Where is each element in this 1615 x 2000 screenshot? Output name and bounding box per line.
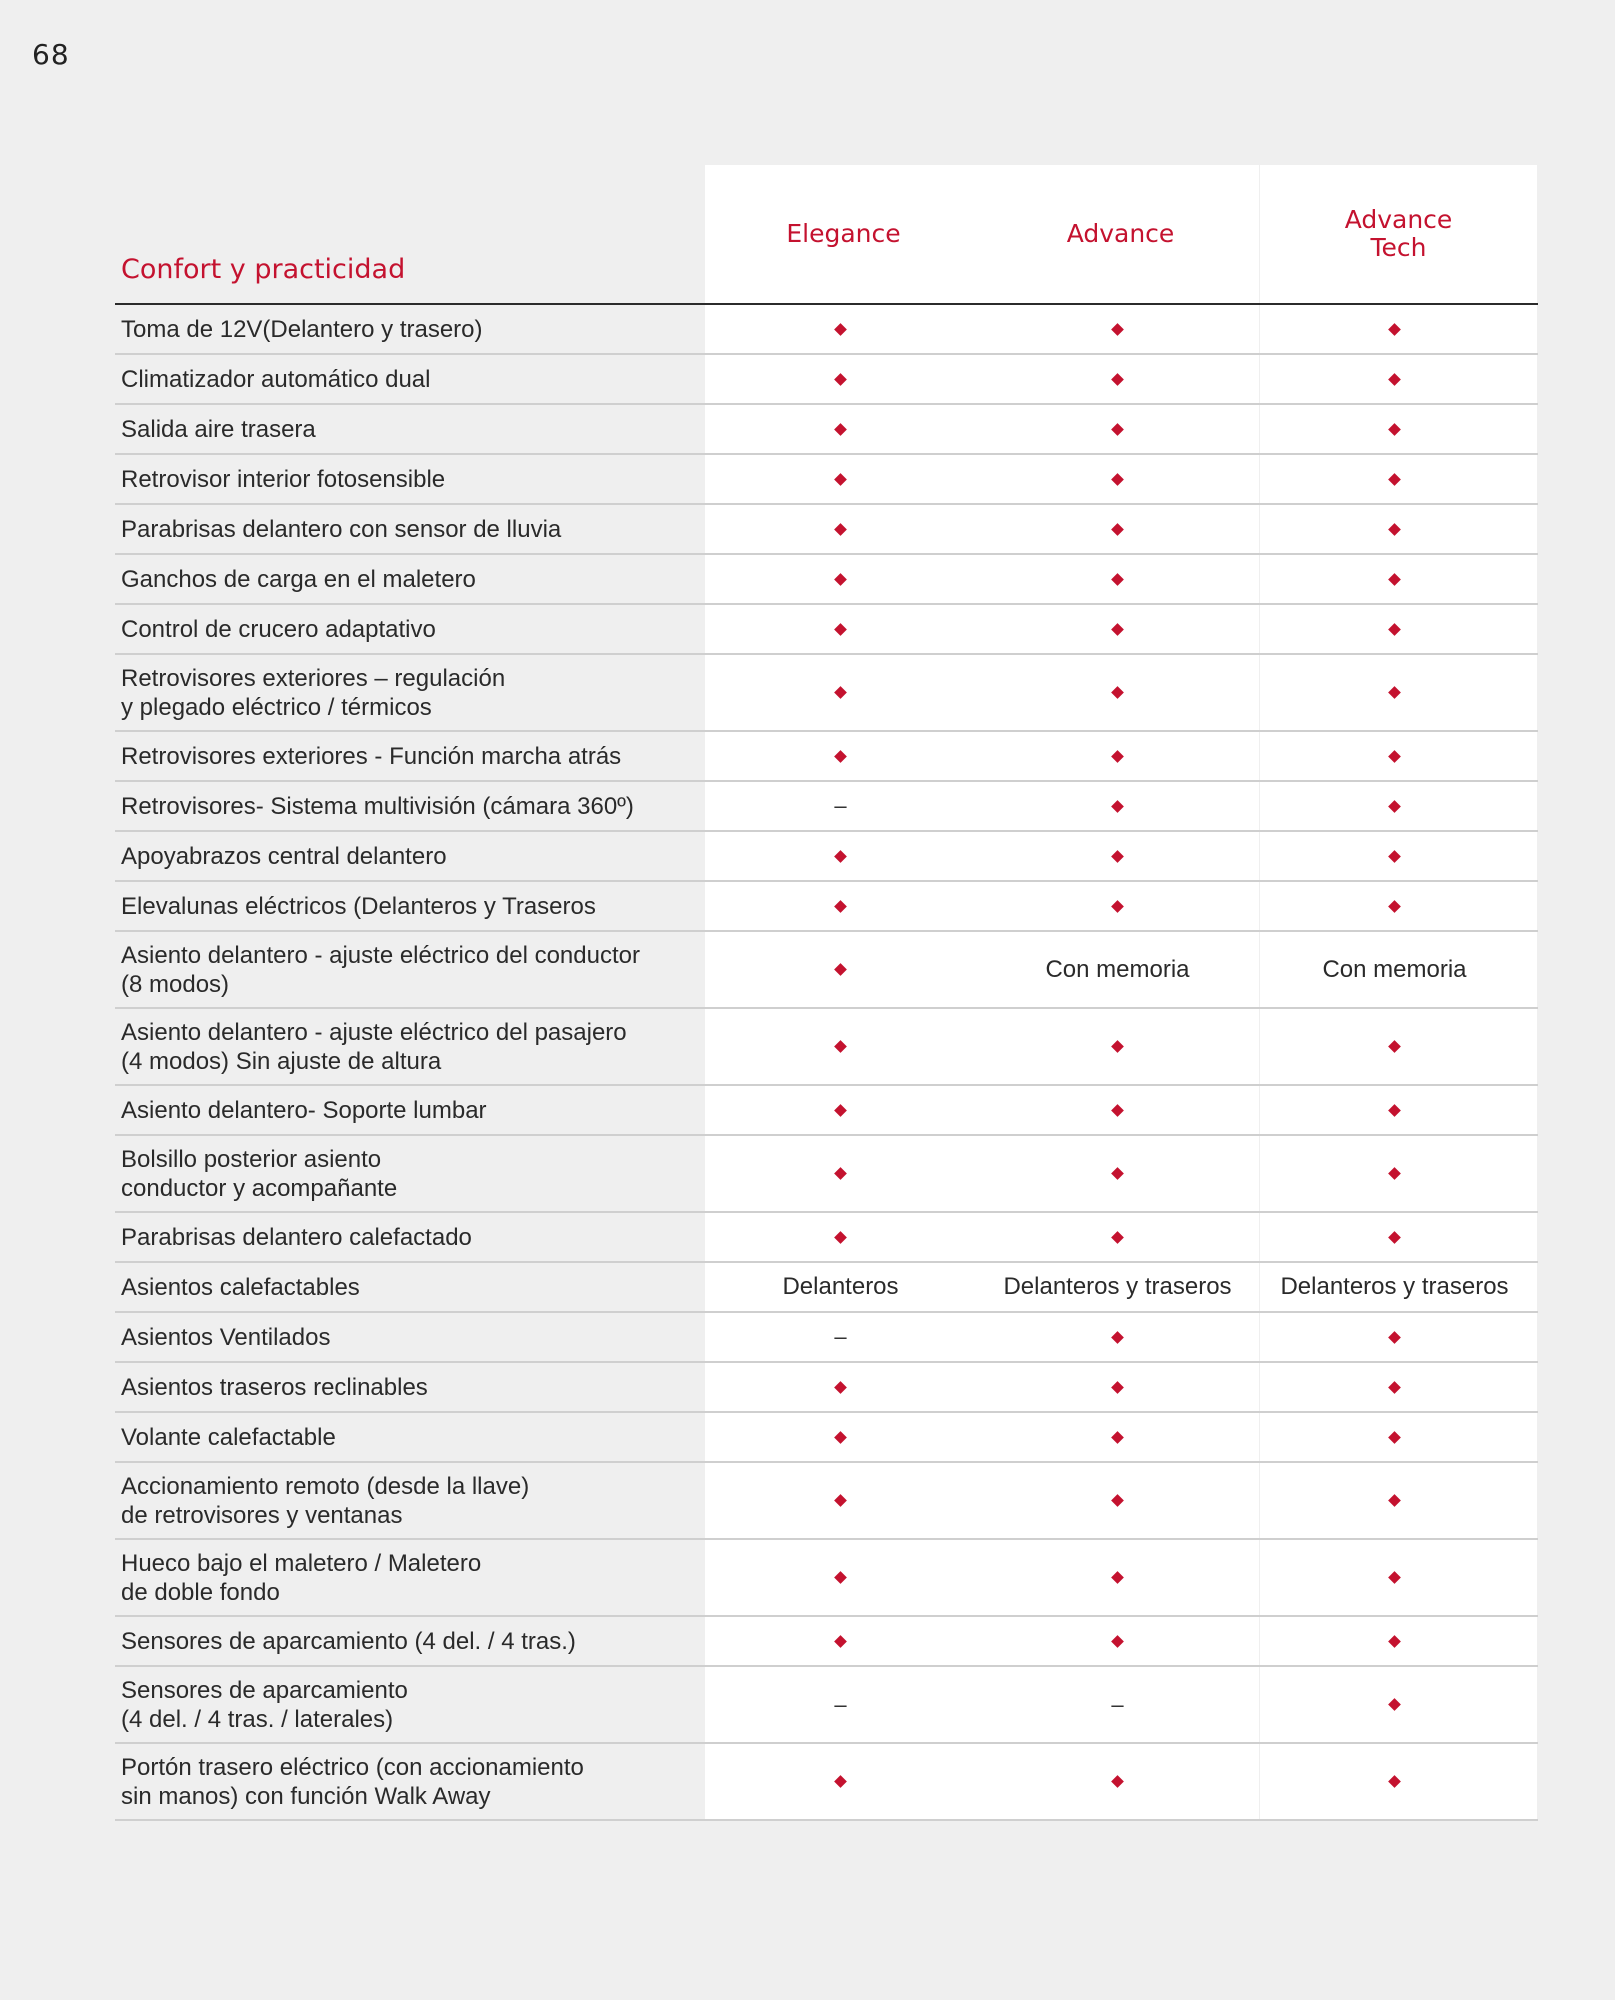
column-header-elegance: Elegance	[786, 219, 901, 248]
cell-advance-tech	[1256, 1700, 1533, 1709]
included-diamond-icon	[1388, 1167, 1401, 1180]
cell-advance-tech	[1256, 1106, 1533, 1115]
cell-advance-tech	[1256, 1433, 1533, 1442]
included-diamond-icon	[1388, 573, 1401, 586]
included-diamond-icon	[1111, 1635, 1124, 1648]
cell-value: Delanteros	[782, 1273, 899, 1300]
cell-value: Con memoria	[1322, 955, 1467, 983]
cell-elegance	[702, 752, 979, 761]
cell-elegance	[702, 793, 979, 819]
cell-advance	[979, 852, 1256, 861]
table-row	[115, 1363, 1538, 1413]
cell-advance	[979, 1777, 1256, 1786]
cell-elegance	[702, 625, 979, 634]
cell-advance-tech	[1256, 956, 1533, 984]
not-available-dash: –	[834, 1324, 847, 1349]
cell-advance	[979, 956, 1256, 984]
cell-advance-tech	[1256, 575, 1533, 584]
included-diamond-icon	[1388, 1571, 1401, 1584]
page-number: 68	[32, 38, 70, 71]
cell-advance	[979, 1333, 1256, 1342]
cell-advance-tech	[1256, 1573, 1533, 1582]
included-diamond-icon	[1111, 1231, 1124, 1244]
feature-label: Parabrisas delantero con sensor de lluvia	[121, 515, 562, 543]
included-diamond-icon	[1388, 373, 1401, 386]
feature-label: Asientos calefactables	[121, 1273, 360, 1301]
cell-elegance	[702, 375, 979, 384]
table-row	[115, 832, 1538, 882]
included-diamond-icon	[834, 1231, 847, 1244]
included-diamond-icon	[1388, 473, 1401, 486]
included-diamond-icon	[1388, 1381, 1401, 1394]
cell-advance-tech	[1256, 852, 1533, 861]
feature-label: Asientos traseros reclinables	[121, 1373, 428, 1401]
cell-elegance	[702, 1433, 979, 1442]
cell-elegance	[702, 1233, 979, 1242]
included-diamond-icon	[1111, 323, 1124, 336]
included-diamond-icon	[834, 1104, 847, 1117]
included-diamond-icon	[1111, 623, 1124, 636]
cell-value: Delanteros y traseros	[1280, 1273, 1509, 1300]
included-diamond-icon	[1111, 1571, 1124, 1584]
feature-label: Toma de 12V(Delantero y trasero)	[121, 315, 483, 343]
feature-label: Asiento delantero - ajuste eléctrico del pasajero (4 modos) Sin ajuste de altura	[121, 1018, 627, 1075]
cell-elegance	[702, 852, 979, 861]
included-diamond-icon	[834, 1040, 847, 1053]
cell-elegance	[702, 475, 979, 484]
feature-label: Volante calefactable	[121, 1423, 336, 1451]
included-diamond-icon	[834, 373, 847, 386]
cell-elegance	[702, 1383, 979, 1392]
cell-advance	[979, 625, 1256, 634]
feature-label: Climatizador automático dual	[121, 365, 431, 393]
included-diamond-icon	[1111, 686, 1124, 699]
table-row	[115, 655, 1538, 732]
included-diamond-icon	[834, 686, 847, 699]
cell-advance	[979, 1273, 1256, 1301]
cell-advance	[979, 525, 1256, 534]
included-diamond-icon	[1388, 423, 1401, 436]
included-diamond-icon	[1388, 1698, 1401, 1711]
column-header-advance: Advance	[1066, 219, 1175, 248]
cell-advance	[979, 1433, 1256, 1442]
feature-label: Hueco bajo el maletero / Maletero de doble fondo	[121, 1549, 482, 1606]
cell-advance-tech	[1256, 625, 1533, 634]
table-row	[115, 1313, 1538, 1363]
cell-advance	[979, 1169, 1256, 1178]
included-diamond-icon	[1111, 573, 1124, 586]
cell-elegance	[702, 1273, 979, 1301]
table-body	[115, 305, 1538, 1821]
cell-elegance	[702, 1169, 979, 1178]
included-diamond-icon	[834, 963, 847, 976]
included-diamond-icon	[1388, 323, 1401, 336]
included-diamond-icon	[1111, 1431, 1124, 1444]
included-diamond-icon	[1388, 623, 1401, 636]
not-available-dash: –	[834, 1691, 847, 1717]
included-diamond-icon	[834, 1431, 847, 1444]
included-diamond-icon	[1111, 373, 1124, 386]
feature-label: Retrovisores- Sistema multivisión (cámara 360º)	[121, 792, 634, 820]
included-diamond-icon	[1388, 1431, 1401, 1444]
cell-value: Delanteros y traseros	[1003, 1273, 1232, 1300]
included-diamond-icon	[1388, 900, 1401, 913]
included-diamond-icon	[1111, 800, 1124, 813]
cell-advance	[979, 575, 1256, 584]
cell-advance-tech	[1256, 1777, 1533, 1786]
cell-advance-tech	[1256, 802, 1533, 811]
cell-advance-tech	[1256, 1383, 1533, 1392]
cell-advance	[979, 375, 1256, 384]
table-row	[115, 1617, 1538, 1667]
table-row	[115, 1540, 1538, 1617]
feature-label: Retrovisor interior fotosensible	[121, 465, 446, 493]
included-diamond-icon	[1111, 1331, 1124, 1344]
feature-label: Salida aire trasera	[121, 415, 316, 443]
included-diamond-icon	[834, 750, 847, 763]
cell-advance	[979, 425, 1256, 434]
cell-elegance	[702, 525, 979, 534]
included-diamond-icon	[834, 900, 847, 913]
cell-advance-tech	[1256, 1042, 1533, 1051]
included-diamond-icon	[834, 1775, 847, 1788]
cell-advance	[979, 1042, 1256, 1051]
included-diamond-icon	[1111, 473, 1124, 486]
table-row	[115, 555, 1538, 605]
table-row	[115, 1744, 1538, 1821]
included-diamond-icon	[834, 523, 847, 536]
cell-advance	[979, 1383, 1256, 1392]
included-diamond-icon	[834, 423, 847, 436]
table-row	[115, 455, 1538, 505]
feature-label: Sensores de aparcamiento (4 del. / 4 tras. / laterales)	[121, 1676, 408, 1733]
included-diamond-icon	[1388, 523, 1401, 536]
table-row	[115, 732, 1538, 782]
cell-advance-tech	[1256, 1637, 1533, 1646]
table-row	[115, 1213, 1538, 1263]
included-diamond-icon	[1111, 1381, 1124, 1394]
included-diamond-icon	[1388, 1231, 1401, 1244]
included-diamond-icon	[1111, 1775, 1124, 1788]
feature-label: Apoyabrazos central delantero	[121, 842, 447, 870]
cell-advance-tech	[1256, 1169, 1533, 1178]
cell-advance-tech	[1256, 1233, 1533, 1242]
cell-elegance	[702, 1042, 979, 1051]
included-diamond-icon	[834, 1381, 847, 1394]
cell-advance-tech	[1256, 1273, 1533, 1301]
not-available-dash: –	[834, 793, 847, 818]
cell-advance	[979, 1496, 1256, 1505]
cell-advance-tech	[1256, 1333, 1533, 1342]
included-diamond-icon	[1388, 1040, 1401, 1053]
feature-label: Accionamiento remoto (desde la llave) de retrovisores y ventanas	[121, 1472, 530, 1529]
cell-advance	[979, 688, 1256, 697]
feature-label: Parabrisas delantero calefactado	[121, 1223, 472, 1251]
cell-advance	[979, 752, 1256, 761]
cell-elegance	[702, 1496, 979, 1505]
included-diamond-icon	[1388, 1331, 1401, 1344]
feature-label: Ganchos de carga en el maletero	[121, 565, 476, 593]
feature-label: Asiento delantero- Soporte lumbar	[121, 1096, 487, 1124]
cell-advance	[979, 1573, 1256, 1582]
included-diamond-icon	[1388, 1775, 1401, 1788]
cell-elegance	[702, 325, 979, 334]
table-row	[115, 305, 1538, 355]
included-diamond-icon	[1388, 686, 1401, 699]
cell-elegance	[702, 1637, 979, 1646]
table-row	[115, 1136, 1538, 1213]
section-title: Confort y practicidad	[121, 254, 406, 285]
table-row	[115, 605, 1538, 655]
included-diamond-icon	[1111, 1494, 1124, 1507]
table-row	[115, 1009, 1538, 1086]
cell-elegance	[702, 1573, 979, 1582]
feature-label: Portón trasero eléctrico (con accionamiento sin manos) con función Walk Away	[121, 1753, 584, 1810]
cell-advance	[979, 325, 1256, 334]
feature-label: Retrovisores exteriores – regulación y plegado eléctrico / térmicos	[121, 664, 506, 721]
included-diamond-icon	[1111, 423, 1124, 436]
included-diamond-icon	[1111, 900, 1124, 913]
cell-advance-tech	[1256, 752, 1533, 761]
table-row	[115, 932, 1538, 1009]
feature-label: Retrovisores exteriores - Función marcha atrás	[121, 742, 622, 770]
included-diamond-icon	[834, 323, 847, 336]
included-diamond-icon	[1388, 800, 1401, 813]
cell-advance	[979, 1637, 1256, 1646]
cell-advance-tech	[1256, 425, 1533, 434]
included-diamond-icon	[834, 623, 847, 636]
table-row	[115, 1086, 1538, 1136]
included-diamond-icon	[1388, 750, 1401, 763]
table-header	[115, 165, 1538, 305]
cell-elegance	[702, 425, 979, 434]
included-diamond-icon	[834, 573, 847, 586]
cell-advance	[979, 802, 1256, 811]
cell-advance-tech	[1256, 475, 1533, 484]
table-row	[115, 355, 1538, 405]
cell-advance	[979, 1106, 1256, 1115]
not-available-dash: –	[1111, 1691, 1124, 1717]
table-row	[115, 1667, 1538, 1744]
feature-label: Sensores de aparcamiento (4 del. / 4 tras.)	[121, 1627, 576, 1655]
column-header-advance-tech: Advance Tech	[1344, 205, 1453, 262]
table-row	[115, 882, 1538, 932]
cell-elegance	[702, 1106, 979, 1115]
included-diamond-icon	[1388, 1635, 1401, 1648]
cell-elegance	[702, 1692, 979, 1718]
included-diamond-icon	[1111, 1040, 1124, 1053]
cell-advance-tech	[1256, 325, 1533, 334]
cell-elegance	[702, 575, 979, 584]
feature-label: Elevalunas eléctricos (Delanteros y Traseros	[121, 892, 596, 920]
included-diamond-icon	[1388, 1104, 1401, 1117]
feature-label: Control de crucero adaptativo	[121, 615, 436, 643]
cell-elegance	[702, 965, 979, 974]
cell-advance-tech	[1256, 688, 1533, 697]
included-diamond-icon	[834, 1494, 847, 1507]
cell-advance-tech	[1256, 375, 1533, 384]
feature-label: Bolsillo posterior asiento conductor y acompañante	[121, 1145, 398, 1202]
cell-value: Con memoria	[1045, 955, 1190, 983]
included-diamond-icon	[834, 1167, 847, 1180]
feature-label: Asientos Ventilados	[121, 1323, 331, 1351]
included-diamond-icon	[1111, 750, 1124, 763]
table-row	[115, 505, 1538, 555]
included-diamond-icon	[834, 1635, 847, 1648]
feature-label: Asiento delantero - ajuste eléctrico del conductor (8 modos)	[121, 941, 640, 998]
cell-advance-tech	[1256, 1496, 1533, 1505]
included-diamond-icon	[1111, 523, 1124, 536]
included-diamond-icon	[1111, 1167, 1124, 1180]
included-diamond-icon	[834, 473, 847, 486]
cell-elegance	[702, 1324, 979, 1350]
included-diamond-icon	[1111, 1104, 1124, 1117]
table-row	[115, 1263, 1538, 1313]
spec-table	[115, 165, 1538, 1821]
included-diamond-icon	[834, 850, 847, 863]
table-row	[115, 405, 1538, 455]
table-row	[115, 1413, 1538, 1463]
cell-advance	[979, 902, 1256, 911]
cell-advance	[979, 1233, 1256, 1242]
cell-advance	[979, 1692, 1256, 1718]
table-row	[115, 1463, 1538, 1540]
included-diamond-icon	[834, 1571, 847, 1584]
cell-elegance	[702, 688, 979, 697]
cell-advance	[979, 475, 1256, 484]
cell-elegance	[702, 1777, 979, 1786]
included-diamond-icon	[1388, 1494, 1401, 1507]
cell-elegance	[702, 902, 979, 911]
cell-advance-tech	[1256, 902, 1533, 911]
cell-advance-tech	[1256, 525, 1533, 534]
included-diamond-icon	[1111, 850, 1124, 863]
table-row	[115, 782, 1538, 832]
included-diamond-icon	[1388, 850, 1401, 863]
